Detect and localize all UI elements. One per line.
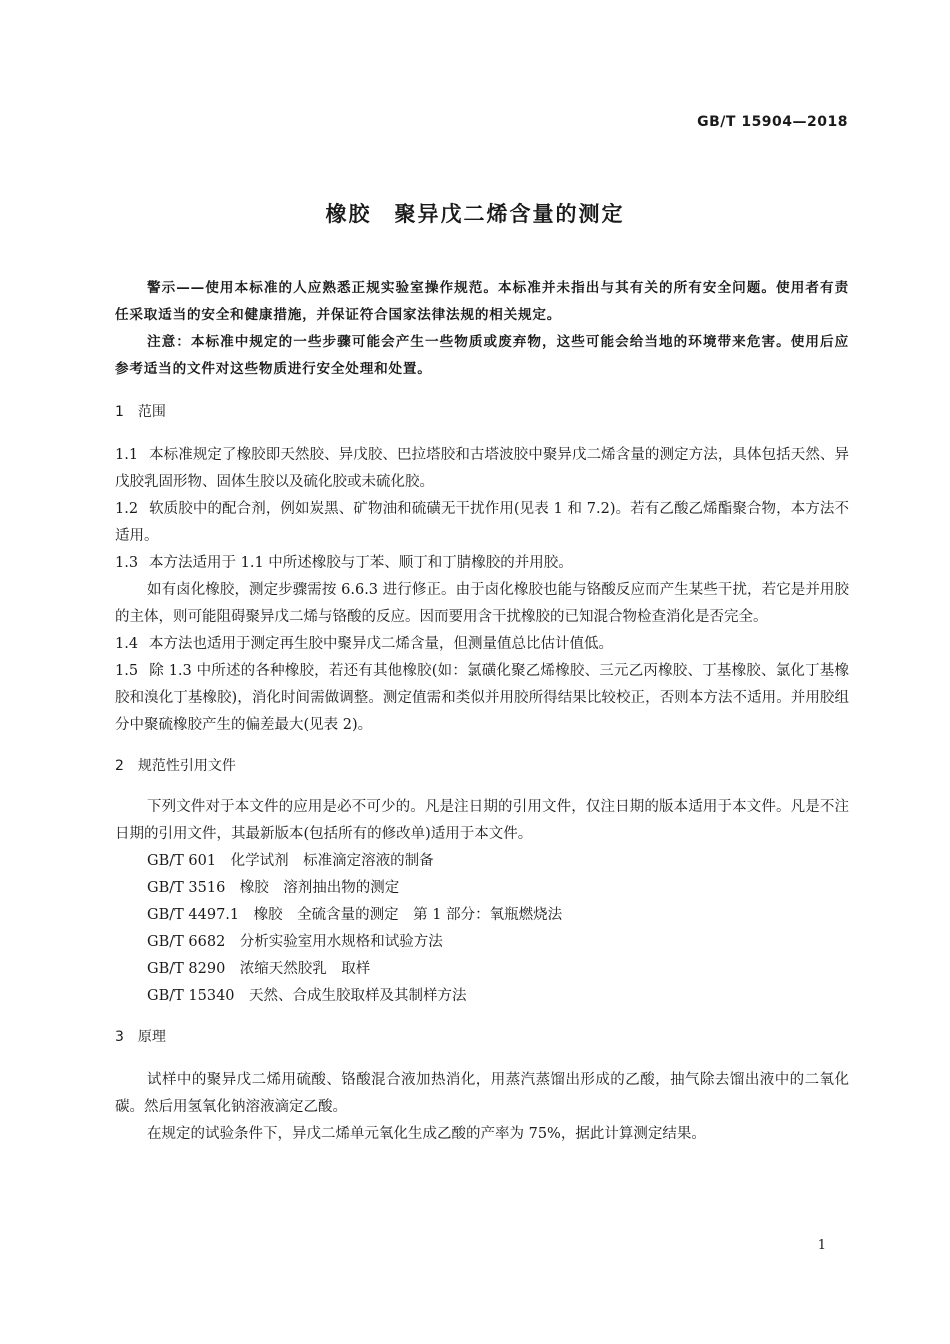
reference-item: GB/T 8290 浓缩天然胶乳 取样	[147, 961, 371, 977]
clause-text: 本方法也适用于测定再生胶中聚异戊二烯含量，但测量值总比估计值低。	[149, 636, 613, 652]
document-title: 橡胶 聚异戊二烯含量的测定	[325, 202, 625, 226]
section-heading-scope: 1 范围	[115, 404, 166, 420]
clause-text: 软质胶中的配合剂，例如炭黑、矿物油和硫磺无干扰作用(见表 1 和 7.2)。若有乙酸乙烯酯聚合物，本方法不适用。	[115, 501, 849, 544]
clause-text: 除 1.3 中所述的各种橡胶，若还有其他橡胶(如：氯磺化聚乙烯橡胶、三元乙丙橡胶、丁基橡胶、氯化丁基橡胶和溴化丁基橡胶)，消化时间需做调整。测定值需和类似并用胶所得结果比较校正，否则本方法不适用。并用胶组分中聚硫橡胶产生的偏差最大(见表 2)。	[115, 663, 849, 733]
clause-number: 1.1	[115, 447, 139, 463]
clause-1-5	[115, 658, 849, 739]
clause-1-3	[115, 550, 849, 577]
standard-number: GB/T 15904—2018	[697, 114, 848, 130]
document-body	[115, 275, 849, 1148]
page-number: 1	[817, 1238, 826, 1253]
principle-paragraph: 试样中的聚异戊二烯用硫酸、铬酸混合液加热消化，用蒸汽蒸馏出形成的乙酸，抽气除去馏出液中的二氧化碳。然后用氢氧化钠溶液滴定乙酸。	[115, 1072, 849, 1115]
clause-number: 1.4	[115, 636, 139, 652]
principle-paragraph: 在规定的试验条件下，异戊二烯单元氧化生成乙酸的产率为 75%，据此计算测定结果。	[147, 1126, 706, 1142]
reference-item: GB/T 601 化学试剂 标准滴定溶液的制备	[147, 853, 434, 869]
section-heading-normative: 2 规范性引用文件	[115, 758, 236, 774]
reference-item: GB/T 15340 天然、合成生胶取样及其制样方法	[147, 988, 467, 1004]
reference-item: GB/T 3516 橡胶 溶剂抽出物的测定	[147, 880, 400, 896]
clause-text: 本标准规定了橡胶即天然胶、异戊胶、巴拉塔胶和古塔波胶中聚异戊二烯含量的测定方法，具体包括天然、异戊胶乳固形物、固体生胶以及硫化胶或未硫化胶。	[115, 447, 849, 490]
clause-1-2	[115, 496, 849, 550]
reference-item: GB/T 6682 分析实验室用水规格和试验方法	[147, 934, 443, 950]
clause-1-1	[115, 442, 849, 496]
clause-number: 1.2	[115, 501, 139, 517]
clause-1-4	[115, 631, 849, 658]
clause-number: 1.3	[115, 555, 139, 571]
normative-intro: 下列文件对于本文件的应用是必不可少的。凡是注日期的引用文件，仅注日期的版本适用于本文件。凡是不注日期的引用文件，其最新版本(包括所有的修改单)适用于本文件。	[115, 799, 849, 842]
clause-text: 本方法适用于 1.1 中所述橡胶与丁苯、顺丁和丁腈橡胶的并用胶。	[149, 555, 573, 571]
section-heading-principle: 3 原理	[115, 1029, 166, 1045]
reference-item: GB/T 4497.1 橡胶 全硫含量的测定 第 1 部分：氧瓶燃烧法	[147, 907, 563, 923]
clause-number: 1.5	[115, 663, 139, 679]
warning-paragraph: 警示——使用本标准的人应熟悉正规实验室操作规范。本标准并未指出与其有关的所有安全问题。使用者有责任采取适当的安全和健康措施，并保证符合国家法律法规的相关规定。	[115, 280, 849, 323]
clause-1-3-note: 如有卤化橡胶，测定步骤需按 6.6.3 进行修正。由于卤化橡胶也能与铬酸反应而产生某些干扰，若它是并用胶的主体，则可能阻碍聚异戊二烯与铬酸的反应。因而要用含干扰橡胶的已知混合物检查消化是否完全。	[115, 582, 849, 625]
caution-paragraph: 注意：本标准中规定的一些步骤可能会产生一些物质或废弃物，这些可能会给当地的环境带来危害。使用后应参考适当的文件对这些物质进行安全处理和处置。	[115, 334, 849, 377]
